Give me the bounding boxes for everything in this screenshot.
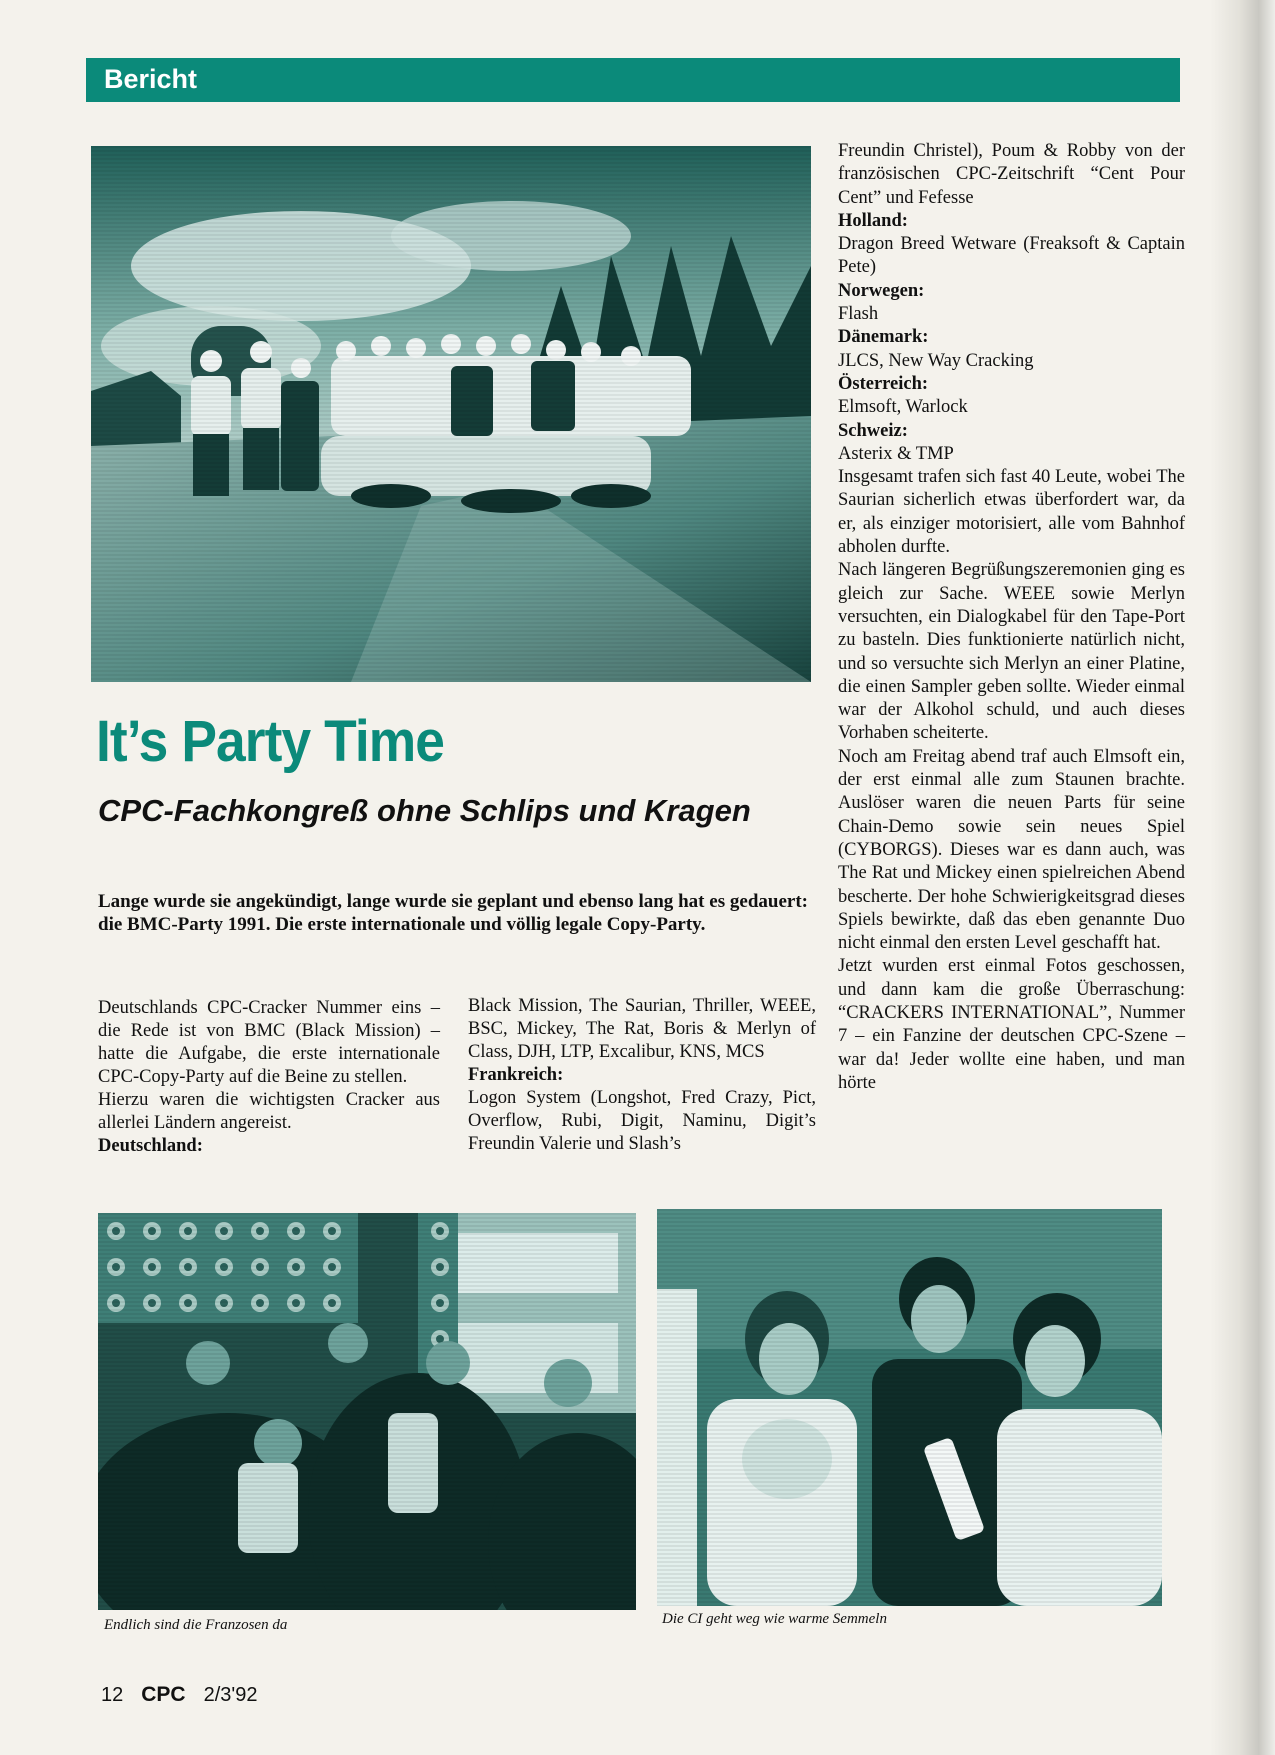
article-subheadline: CPC-Fachkongreß ohne Schlips und Kragen — [98, 793, 751, 828]
paragraph: Freundin Christel), Poum & Robby von der französischen CPC-Zeitschrift “Cent Pour Cent” und Fefesse — [838, 141, 1185, 208]
fanzine-photo — [657, 1209, 1162, 1606]
paragraph: Deutschlands CPC-Cracker Nummer eins – die Rede ist von BMC (Black Mission) – hatte die Aufgabe, die erste internationale CPC-Copy-Party auf die Beine zu stellen. — [98, 998, 440, 1087]
fanzine-photo-image — [657, 1209, 1162, 1606]
crowd-photo — [98, 1213, 636, 1610]
country-heading-daenemark: Dänemark: — [838, 327, 929, 348]
crowd-photo-image — [98, 1213, 636, 1610]
paragraph: Jetzt wurden erst einmal Fotos geschossen, und dann kam die große Überraschung: “CRACKERS INTERNATIONAL”, Nummer 7 – ein Fanzine der deutschen CPC-Szene – war da! Jeder wollte eine haben, und man hörte — [838, 956, 1185, 1093]
issue-number: 2/3'92 — [203, 1684, 258, 1706]
country-heading-schweiz: Schweiz: — [838, 420, 908, 441]
paragraph: Black Mission, The Saurian, Thriller, WEEE, BSC, Mickey, The Rat, Boris & Merlyn of Class, DJH, LTP, Excalibur, KNS, MCS — [468, 996, 816, 1062]
article-lead: Lange wurde sie angekündigt, lange wurde sie geplant und ebenso lang hat es gedauert: die BMC-Party 1991. Die erste internationale und völlig legale Copy-Party. — [98, 891, 808, 935]
text-column-1 — [98, 997, 440, 1158]
caption-fanzine-photo: Die CI geht weg wie warme Semmeln — [662, 1611, 887, 1627]
paragraph: Logon System (Longshot, Fred Crazy, Pict, Overflow, Rubi, Digit, Naminu, Digit’s Freundin Valerie und Slash’s — [468, 1088, 816, 1154]
paragraph: Hierzu waren die wichtigsten Cracker aus allerlei Ländern angereist. — [98, 1090, 440, 1133]
country-heading-holland: Holland: — [838, 210, 908, 231]
paragraph: Flash — [838, 304, 879, 325]
text-column-2 — [468, 995, 816, 1156]
group-photo — [91, 146, 811, 682]
article-headline: It’s Party Time — [96, 709, 445, 774]
magazine-name: CPC — [141, 1683, 186, 1706]
paragraph: Asterix & TMP — [838, 443, 954, 464]
caption-crowd-photo: Endlich sind die Franzosen da — [104, 1617, 288, 1633]
country-heading-deutschland: Deutschland: — [98, 1136, 203, 1156]
section-label: Bericht — [104, 64, 198, 94]
group-photo-image — [91, 146, 811, 682]
paragraph: Elmsoft, Warlock — [838, 397, 968, 418]
country-heading-norwegen: Norwegen: — [838, 280, 925, 301]
page-footer — [101, 1683, 257, 1707]
text-column-3 — [838, 140, 1185, 1095]
paragraph: Dragon Breed Wetware (Freaksoft & Captain Pete) — [838, 234, 1185, 278]
page-edge-shadow — [1210, 0, 1275, 1755]
country-heading-oesterreich: Österreich: — [838, 373, 929, 394]
paragraph: Nach längeren Begrüßungszeremonien ging es gleich zur Sache. WEEE sowie Merlyn versuchten, ein Dialogkabel für den Tape-Port zu basteln. Dies funktionierte natürlich nicht, und so versuchte sich Merlyn an einer Platine, die einen Sampler geben sollte. Wieder einmal war der Alkohol schuld, und auch dieses Vorhaben scheiterte. — [838, 560, 1185, 744]
country-heading-frankreich: Frankreich: — [468, 1065, 564, 1085]
paragraph: Noch am Freitag abend traf auch Elmsoft ein, der erst einmal alle zum Staunen brachte. Auslöser waren die neuen Parts für seine Chain-Demo sowie sein neues Spiel (CYBORGS). Dieses war es dann auch, was The Rat und Mickey einen spielreichen Abend bescherte. Der hohe Schwierigkeitsgrad dieses Spiels bewirkte, daß das eben genannte Duo nicht einmal den ersten Level geschafft hat. — [838, 746, 1185, 954]
paragraph: JLCS, New Way Cracking — [838, 350, 1034, 371]
section-bar — [86, 58, 1180, 102]
page-number: 12 — [101, 1684, 124, 1706]
paragraph: Insgesamt trafen sich fast 40 Leute, wobei The Saurian sicherlich etwas überfordert war, da er, als einziger motorisiert, alle vom Bahnhof abholen durfte. — [838, 467, 1185, 558]
